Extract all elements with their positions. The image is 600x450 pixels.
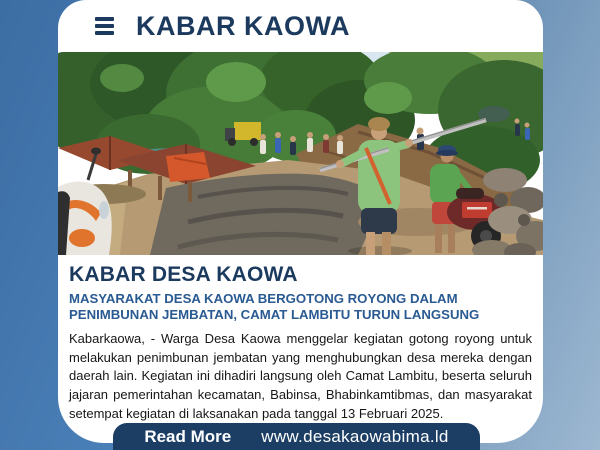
article-heading: KABAR DESA KAOWA <box>69 263 298 286</box>
article-subtitle-line-1: MASYARAKAT DESA KAOWA BERGOTONG ROYONG DALAM <box>69 291 458 306</box>
orange-tarp <box>166 152 210 182</box>
footer-bar <box>113 423 480 450</box>
article-section <box>58 255 543 423</box>
article-body: Kabarkaowa, - Warga Desa Kaowa menggelar kegiatan gotong royong untuk melakukan penimbunan jembatan yang menghubungkan desa mereka dengan daerah lain. Kegiatan ini dihadiri langsung oleh Camat Lambitu, beserta seluruh jajaran pemerintahan kecamatan, Babinsa, Bhabinkamtibmas, dan masyarakat setempat kegiatan di laksanakan pada tanggal 13 Februari 2025. <box>69 331 532 421</box>
news-card <box>58 0 543 443</box>
hamburger-menu-icon[interactable] <box>95 17 114 35</box>
website-url-link[interactable]: www.desakaowabima.ld <box>261 426 449 446</box>
site-title: KABAR KAOWA <box>136 10 350 41</box>
card-header <box>58 0 543 52</box>
read-more-button[interactable]: Read More <box>144 426 232 446</box>
article-subtitle <box>69 291 532 322</box>
article-subtitle-line-2: PENIMBUNAN JEMBATAN, CAMAT LAMBITU TURUN LANGSUNG <box>69 306 480 322</box>
article-photo <box>58 52 543 255</box>
